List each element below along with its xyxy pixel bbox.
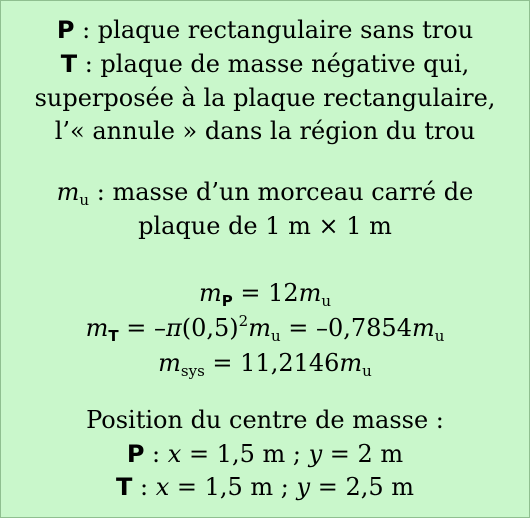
com-p-x-symbol: x [167, 440, 182, 468]
unit-mass-definition [1, 178, 529, 209]
com-p-x-value: = 1,5 m ; [181, 440, 309, 468]
com-p-separator: : [144, 440, 168, 468]
symbol-p: P [56, 16, 75, 44]
unit-mass-symbol: m [56, 178, 80, 206]
eq-ms-lhs-subscript: sys [180, 362, 205, 380]
eq-mt-rhs-coefficient: = –0,7854 [280, 314, 412, 342]
eq-mp-lhs-symbol: m [198, 279, 222, 307]
eq-ms-lhs-symbol: m [158, 349, 181, 377]
equation-mp [1, 279, 529, 310]
center-of-mass-heading: Position du centre de masse : [86, 406, 444, 434]
eq-mp-lhs-subscript: P [221, 292, 233, 310]
com-t-symbol: T [115, 473, 133, 501]
eq-mt-mid-subscript: u [270, 327, 281, 345]
equation-mt [1, 312, 529, 345]
eq-ms-rhs-subscript: u [362, 362, 372, 380]
com-t-y-symbol: y [296, 473, 311, 501]
unit-mass-line2: plaque de 1 m × 1 m [138, 212, 392, 240]
com-t-separator: : [132, 473, 156, 501]
definition-p [1, 18, 529, 42]
definition-t-text: : plaque de masse négative qui, [77, 50, 470, 78]
com-p-y-symbol: y [308, 440, 323, 468]
eq-ms-rhs-coefficient: = 11,2146 [204, 349, 340, 377]
symbol-t: T [60, 50, 78, 78]
eq-mt-radius: (0,5) [181, 314, 239, 342]
eq-mt-lhs-symbol: m [85, 314, 109, 342]
definition-t-line2: superposée à la plaque rectangulaire, [34, 84, 496, 112]
com-p-symbol: P [126, 440, 145, 468]
center-of-mass-p [1, 442, 529, 466]
equation-msys [1, 349, 529, 380]
com-t-y-value: = 2,5 m [310, 473, 414, 501]
eq-mt-rhs-symbol: m [411, 314, 435, 342]
com-t-x-symbol: x [155, 473, 170, 501]
unit-mass-text: : masse d’un morceau carré de [89, 178, 474, 206]
eq-mp-rhs-coefficient: = 12 [232, 279, 299, 307]
definition-t [1, 52, 529, 76]
eq-mt-mid-symbol: m [248, 314, 271, 342]
center-of-mass-t [1, 475, 529, 499]
eq-mt-equals-minus: = – [118, 314, 166, 342]
eq-mt-rhs-subscript: u [434, 327, 445, 345]
eq-mt-pi: π [165, 314, 182, 342]
unit-mass-subscript: u [79, 191, 90, 209]
com-p-y-value: = 2 m [322, 440, 404, 468]
eq-mp-rhs-symbol: m [298, 279, 322, 307]
eq-mt-exponent: 2 [238, 312, 249, 330]
definition-t-line3: l’« annule » dans la région du trou [54, 117, 476, 145]
definition-p-text: : plaque rectangulaire sans trou [74, 16, 474, 44]
eq-ms-rhs-symbol: m [339, 349, 363, 377]
eq-mp-rhs-subscript: u [321, 292, 332, 310]
com-t-x-value: = 1,5 m ; [169, 473, 297, 501]
eq-mt-lhs-subscript: T [108, 327, 119, 345]
